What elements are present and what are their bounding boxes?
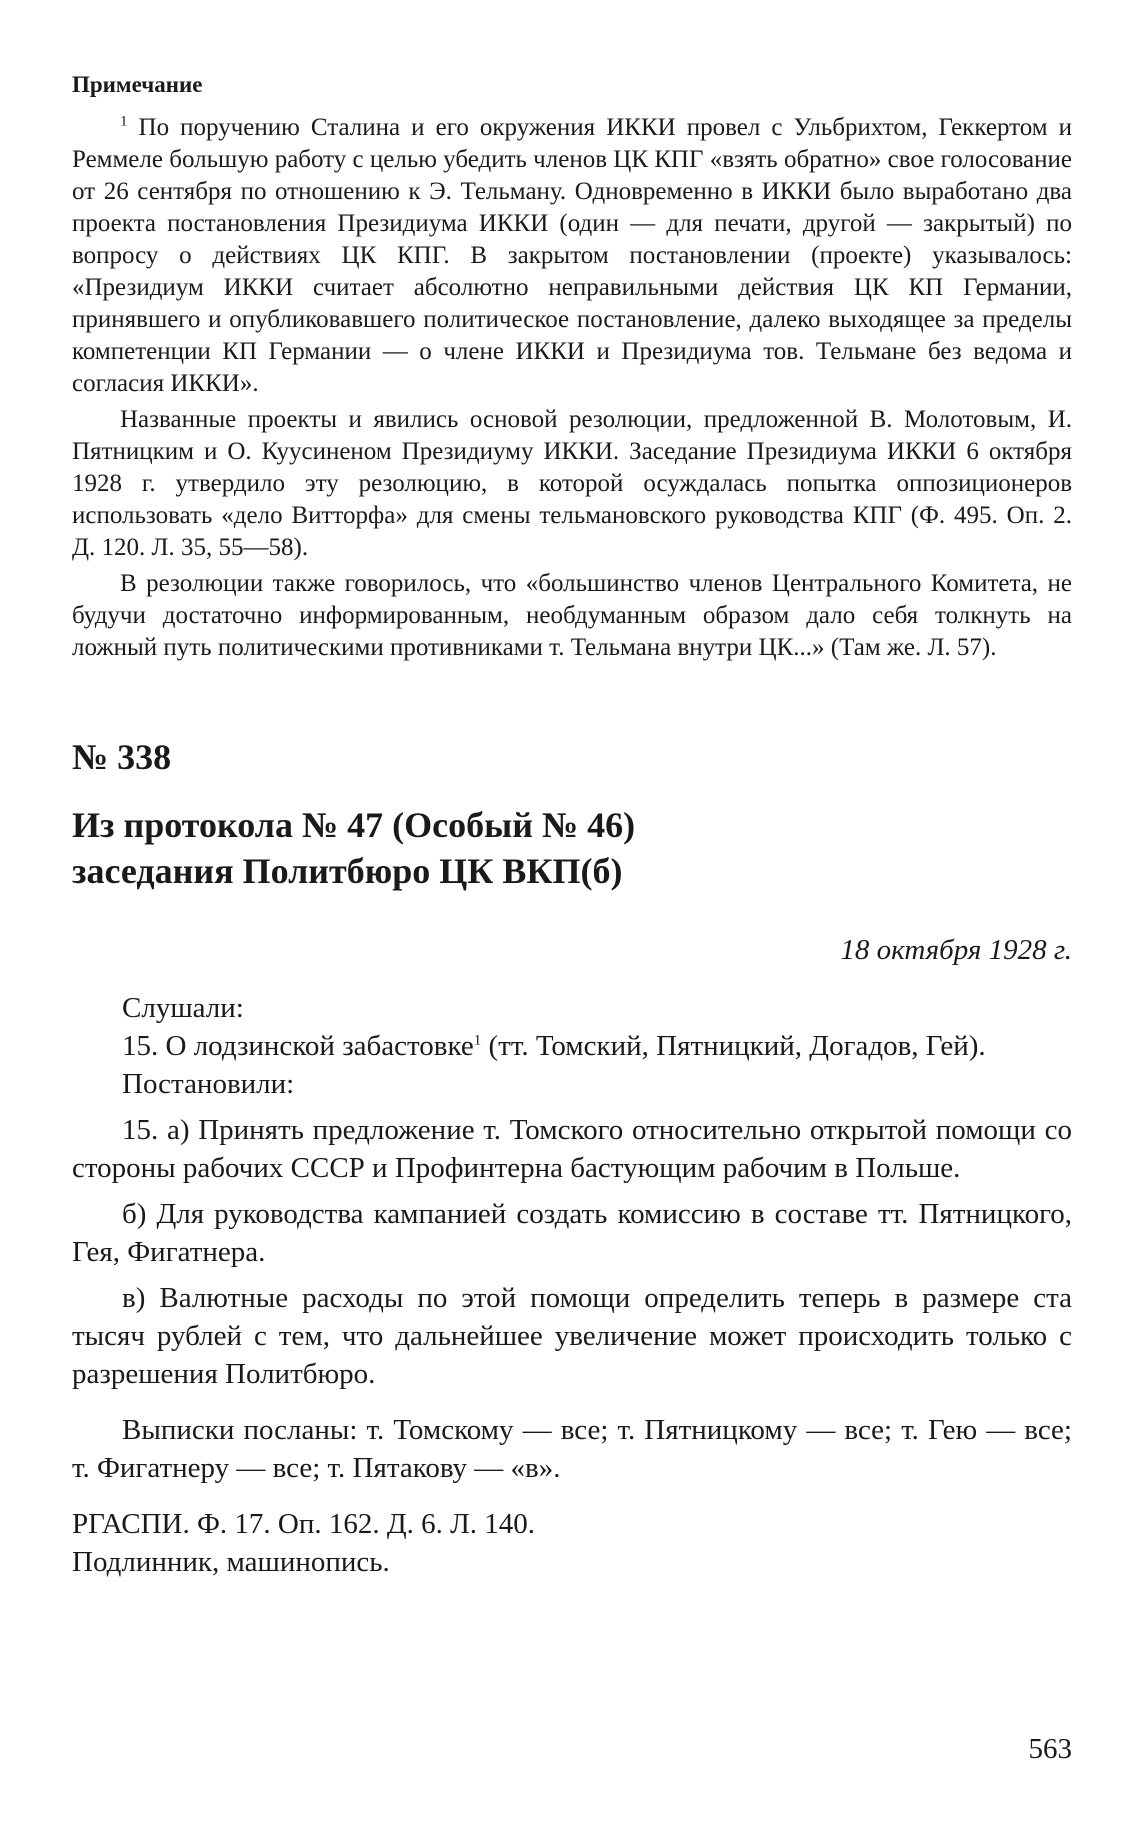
archive-source: РГАСПИ. Ф. 17. Оп. 162. Д. 6. Л. 140. [72, 1508, 536, 1540]
extracts-sent: Выписки посланы: т. Томскому — все; т. Пятницкому — все; т. Гею — все; т. Фигатнеру — все; т. Пятакову — «в». [72, 1414, 1072, 1484]
decision-c: в) Валютные расходы по этой помощи определить теперь в размере ста тысяч рублей с тем, что дальнейшее увеличение может происходить только с разрешения Политбюро. [72, 1282, 1072, 1390]
decision-a: 15. а) Принять предложение т. Томского относительно открытой помощи со стороны рабочих СССР и Профинтерна бастующим рабочим в Польше. [72, 1114, 1072, 1184]
protocol-body [72, 989, 1072, 1487]
item-15-speakers: (тт. Томский, Пятницкий, Догадов, Гей). [481, 1030, 986, 1062]
note-body [72, 112, 1072, 664]
decision-b: б) Для руководства кампанией создать комиссию в составе тт. Пятницкого, Гея, Фигатнера. [72, 1198, 1072, 1268]
heard-label: Слушали: [122, 992, 244, 1024]
archive-note: Подлинник, машинопись. [72, 1546, 390, 1578]
document-title-line-1: Из протокола № 47 (Особый № 46) [72, 805, 636, 845]
archive-reference [72, 1505, 1072, 1581]
item-15-footnote-mark: 1 [473, 1032, 482, 1049]
note-paragraph-1 [72, 112, 1072, 400]
document-title-line-2: заседания Политбюро ЦК ВКП(б) [72, 851, 623, 891]
page-number: 563 [1028, 1733, 1072, 1765]
note-heading: Примечание [72, 72, 203, 97]
document-date: 18 октября 1928 г. [840, 934, 1072, 966]
document-number: № 338 [72, 737, 172, 777]
document-title [72, 802, 1072, 894]
footnote-mark: 1 [120, 113, 128, 130]
document-page [72, 72, 1072, 1581]
note-paragraph-3: В резолюции также говорилось, что «большинство членов Центрального Комитета, не будучи достаточно информированным, необдуманным образом дало себя толкнуть на ложный путь политическими противниками т. Тельмана внутри ЦК...» (Там же. Л. 57). [72, 570, 1072, 661]
note-paragraph-2: Названные проекты и явились основой резолюции, предложенной В. Молотовым, И. Пятницким и О. Куусиненом Президиуму ИККИ. Заседание Президиума ИККИ 6 октября 1928 г. утвердило эту резолюцию, в которой осуждалась попытка оппозиционеров использовать «дело Витторфа» для смены тельмановского руководства КПГ (Ф. 495. Оп. 2. Д. 120. Л. 35, 55—58). [72, 406, 1072, 561]
item-15 [72, 1027, 1072, 1065]
item-15-text: 15. О лодзинской забастовке [122, 1030, 474, 1062]
decided-label: Постановили: [122, 1068, 295, 1100]
note-paragraph-1-text: По поручению Сталина и его окружения ИККИ провел с Ульбрихтом, Геккертом и Реммеле большую работу с целью убедить членов ЦК КПГ «взять обратно» свое голосование от 26 сентября по отношению к Э. Тельману. Одновременно в ИККИ было выработано два проекта постановления Президиума ИККИ (один — для печати, другой — закрытый) по вопросу о действиях ЦК КПГ. В закрытом постановлении (проекте) указывалось: «Президиум ИККИ считает абсолютно неправильными действия ЦК КП Германии, принявшего и опубликовавшего политическое постановление, далеко выходящее за пределы компетенции КП Германии — о члене ИККИ и Президиума тов. Тельмане без ведома и согласия ИККИ». [72, 114, 1072, 397]
